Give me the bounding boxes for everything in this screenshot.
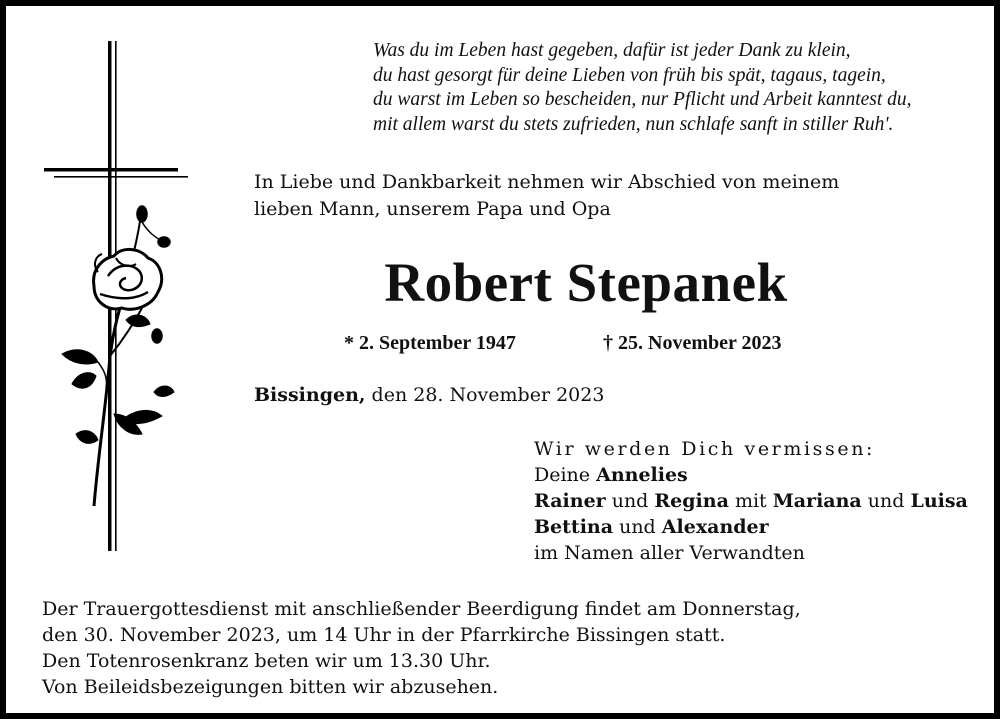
mourner-sep: mit <box>728 490 773 512</box>
poem-line: du warst im Leben so bescheiden, nur Pflicht und Arbeit kanntest du, <box>373 89 912 110</box>
mourner-line <box>534 462 984 488</box>
service-line: Den Totenrosenkranz beten wir um 13.30 Uhr. <box>42 650 491 672</box>
mourner-line <box>534 514 984 540</box>
mourner-name: Annelies <box>596 464 688 486</box>
mourner-line <box>534 488 984 514</box>
service-info <box>42 596 962 700</box>
place: Bissingen, <box>254 384 366 406</box>
mourner-prefix: Deine <box>534 464 597 486</box>
service-line: Der Trauergottesdienst mit anschließender Beerdigung findet am Donnerstag, <box>42 598 801 620</box>
mourner-name: Regina <box>654 490 729 512</box>
poem-line: Was du im Leben hast gegeben, dafür ist jeder Dank zu klein, <box>373 40 851 61</box>
poem-line: mit allem warst du stets zufrieden, nun schlafe sanft in stiller Ruh'. <box>373 113 894 135</box>
mourner-sep: und <box>605 490 655 512</box>
intro-line: In Liebe und Dankbarkeit nehmen wir Abschied von meinem <box>254 171 840 193</box>
deceased-name: Robert Stepanek <box>384 252 788 313</box>
mourner-name: Alexander <box>661 516 769 538</box>
mourner-name: Mariana <box>772 490 862 512</box>
service-line: den 30. November 2023, um 14 Uhr in der Pfarrkirche Bissingen statt. <box>42 624 726 646</box>
poem <box>373 39 983 137</box>
mourners-heading: Wir werden Dich vermissen: <box>534 438 876 460</box>
place-date <box>254 382 604 408</box>
mourner-line: im Namen aller Verwandten <box>534 542 805 564</box>
death-date: † 25. November 2023 <box>603 332 782 354</box>
mourners-block <box>534 436 984 566</box>
mourner-sep: und <box>861 490 911 512</box>
notice-date: den 28. November 2023 <box>365 384 605 406</box>
poem-line: du hast gesorgt für deine Lieben von früh bis spät, tagaus, tagein, <box>373 64 886 86</box>
rose-icon <box>62 206 174 506</box>
service-line: Von Beileidsbezeigungen bitten wir abzusehen. <box>42 676 499 698</box>
mourner-name: Rainer <box>534 490 606 512</box>
cross-and-rose <box>36 36 196 556</box>
intro-line: lieben Mann, unserem Papa und Opa <box>254 198 611 220</box>
birth-date: * 2. September 1947 <box>344 332 516 354</box>
mourner-name: Bettina <box>534 516 614 538</box>
intro-text <box>254 169 934 223</box>
mourner-name: Luisa <box>910 490 968 512</box>
mourner-sep: und <box>613 516 662 538</box>
